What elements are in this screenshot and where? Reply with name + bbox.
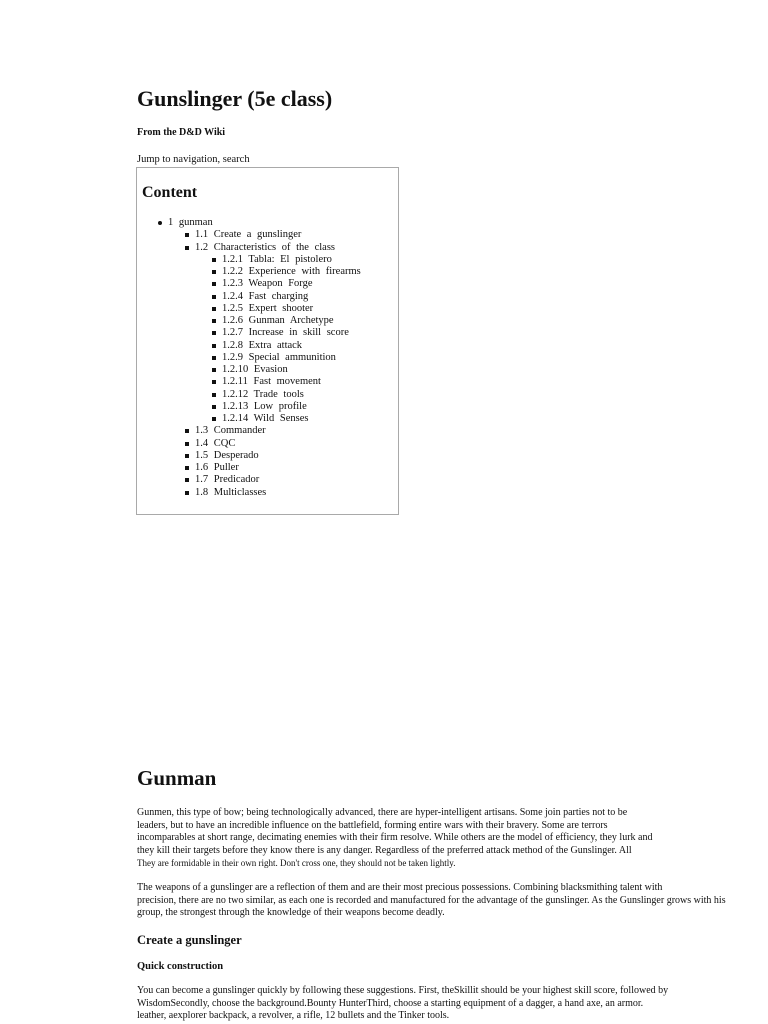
toc-item[interactable] bbox=[222, 401, 307, 413]
bullet-icon bbox=[158, 221, 162, 225]
toc-item[interactable] bbox=[222, 278, 313, 290]
paragraph-line: group, the strongest through the knowledge of their weapons become deadly. bbox=[137, 907, 445, 918]
bullet-icon bbox=[212, 356, 216, 360]
toc-item[interactable] bbox=[195, 229, 301, 241]
toc-item[interactable] bbox=[222, 303, 313, 315]
jump-separator: , bbox=[217, 154, 223, 165]
bullet-icon bbox=[185, 491, 189, 495]
bullet-icon bbox=[212, 331, 216, 335]
bullet-icon bbox=[185, 233, 189, 237]
bullet-icon bbox=[185, 246, 189, 250]
toc-item[interactable] bbox=[195, 487, 266, 499]
toc-item[interactable] bbox=[222, 413, 308, 425]
section-heading-gunman: Gunman bbox=[137, 766, 217, 790]
table-of-contents bbox=[136, 167, 399, 515]
jump-to-navigation-link[interactable]: Jump to navigation bbox=[137, 154, 218, 165]
toc-item-label: 1.2 Characteristics of the class bbox=[195, 241, 335, 253]
toc-item[interactable] bbox=[222, 376, 321, 388]
toc-item-label: 1.2.14 Wild Senses bbox=[222, 413, 309, 424]
bullet-icon bbox=[212, 258, 216, 262]
bullet-icon bbox=[185, 466, 189, 470]
bullet-icon bbox=[212, 282, 216, 286]
toc-item-label: 1.2.7 Increase in skill score bbox=[222, 327, 349, 339]
toc-item-label: 1.2.13 Low profile bbox=[222, 400, 307, 412]
toc-item[interactable] bbox=[168, 217, 213, 229]
jump-links bbox=[137, 154, 250, 165]
bullet-icon bbox=[185, 454, 189, 458]
toc-item-label: 1.2.11 Fast movement bbox=[222, 376, 321, 388]
paragraph-weapons bbox=[137, 882, 726, 920]
toc-item[interactable] bbox=[222, 254, 332, 266]
bullet-icon bbox=[212, 319, 216, 323]
toc-item-label: 1 gunman bbox=[168, 217, 213, 228]
toc-item-label: 1.5 Desperado bbox=[195, 449, 259, 461]
page-title: Gunslinger (5e class) bbox=[137, 86, 333, 111]
toc-item-label: 1.2.3 Weapon Forge bbox=[222, 278, 313, 290]
bullet-icon bbox=[212, 307, 216, 311]
paragraph-line: You can become a gunslinger quickly by following these suggestions. First, theSkillit should be your highest skill score, followed by bbox=[137, 985, 669, 996]
toc-item-label: 1.3 Commander bbox=[195, 425, 266, 437]
toc-item[interactable] bbox=[222, 364, 288, 376]
toc-item[interactable] bbox=[222, 327, 349, 339]
toc-item-label: 1.2.10 Evasion bbox=[222, 364, 288, 375]
bullet-icon bbox=[185, 442, 189, 446]
toc-item-label: 1.4 CQC bbox=[195, 437, 236, 449]
bullet-icon bbox=[185, 478, 189, 482]
toc-item-label: 1.2.6 Gunman Archetype bbox=[222, 315, 334, 326]
paragraph-line: They are formidable in their own right. Don't cross one, they should not be taken lightly. bbox=[137, 858, 456, 868]
toc-item[interactable] bbox=[195, 242, 335, 254]
toc-item-label: 1.2.1 Tabla: El pistolero bbox=[222, 253, 332, 265]
toc-title: Content bbox=[142, 184, 198, 201]
paragraph-intro bbox=[137, 807, 652, 870]
bullet-icon bbox=[185, 429, 189, 433]
jump-to-search-link[interactable]: search bbox=[222, 154, 250, 165]
paragraph-line: they kill their targets before they know there is any danger. Regardless of the preferred attack method of the Gunslinger. All bbox=[137, 844, 632, 856]
subheading-create-gunslinger: Create a gunslinger bbox=[137, 933, 242, 947]
toc-item[interactable] bbox=[222, 352, 336, 364]
bullet-icon bbox=[212, 344, 216, 348]
paragraph-line: Gunmen, this type of bow; being technologically advanced, there are hyper-intelligent artisans. Some join parties not to be bbox=[137, 807, 628, 818]
toc-item-label: 1.2.8 Extra attack bbox=[222, 339, 303, 351]
toc-item-label: 1.7 Predicador bbox=[195, 474, 260, 486]
paragraph-line: precision, there are no two similar, as each one is recorded and manufactured for the advantage of the gunslinger. As the Gunslinger grows with his bbox=[137, 894, 726, 906]
paragraph-line: WisdomSecondly, choose the background.Bounty HunterThird, choose a starting equipment of a dagger, a hand axe, an armor. bbox=[137, 997, 644, 1009]
site-subtitle: From the D&D Wiki bbox=[137, 127, 226, 138]
toc-item[interactable] bbox=[222, 340, 302, 352]
toc-item[interactable] bbox=[222, 266, 361, 278]
toc-item-label: 1.2.5 Expert shooter bbox=[222, 302, 314, 314]
paragraph-line: incomparables at short range, decimating enemies with their firm resolve. While others are the model of efficiency, they lurk and bbox=[137, 832, 653, 843]
toc-item[interactable] bbox=[195, 425, 266, 437]
subheading-quick-construction: Quick construction bbox=[137, 961, 224, 972]
bullet-icon bbox=[212, 417, 216, 421]
bullet-icon bbox=[212, 270, 216, 274]
toc-item[interactable] bbox=[195, 474, 259, 486]
bullet-icon bbox=[212, 295, 216, 299]
paragraph-line: leaders, but to have an incredible influence on the battlefield, forming entire wars with their bravery. Some are terrors bbox=[137, 819, 608, 831]
toc-item[interactable] bbox=[195, 438, 235, 450]
paragraph-quick-construction bbox=[137, 985, 668, 1023]
toc-item-label: 1.1 Create a gunslinger bbox=[195, 229, 302, 241]
toc-item-label: 1.2.9 Special ammunition bbox=[222, 351, 336, 363]
toc-item-label: 1.8 Multiclasses bbox=[195, 486, 267, 498]
bullet-icon bbox=[212, 405, 216, 409]
toc-item[interactable] bbox=[222, 291, 308, 303]
toc-item[interactable] bbox=[195, 462, 239, 474]
toc-item[interactable] bbox=[222, 315, 334, 327]
toc-item[interactable] bbox=[222, 389, 304, 401]
paragraph-line: The weapons of a gunslinger are a reflection of them and are their most precious possessions. Combining blacksmithing talent with bbox=[137, 882, 663, 893]
toc-item-label: 1.2.12 Trade tools bbox=[222, 388, 304, 400]
toc-item-label: 1.6 Puller bbox=[195, 462, 239, 473]
toc-item[interactable] bbox=[195, 450, 259, 462]
bullet-icon bbox=[212, 380, 216, 384]
bullet-icon bbox=[212, 368, 216, 372]
toc-item-label: 1.2.4 Fast charging bbox=[222, 290, 309, 302]
paragraph-line: leather, aexplorer backpack, a revolver, a rifle, 12 bullets and the Tinker tools. bbox=[137, 1010, 450, 1021]
toc-item-label: 1.2.2 Experience with firearms bbox=[222, 266, 361, 277]
bullet-icon bbox=[212, 393, 216, 397]
